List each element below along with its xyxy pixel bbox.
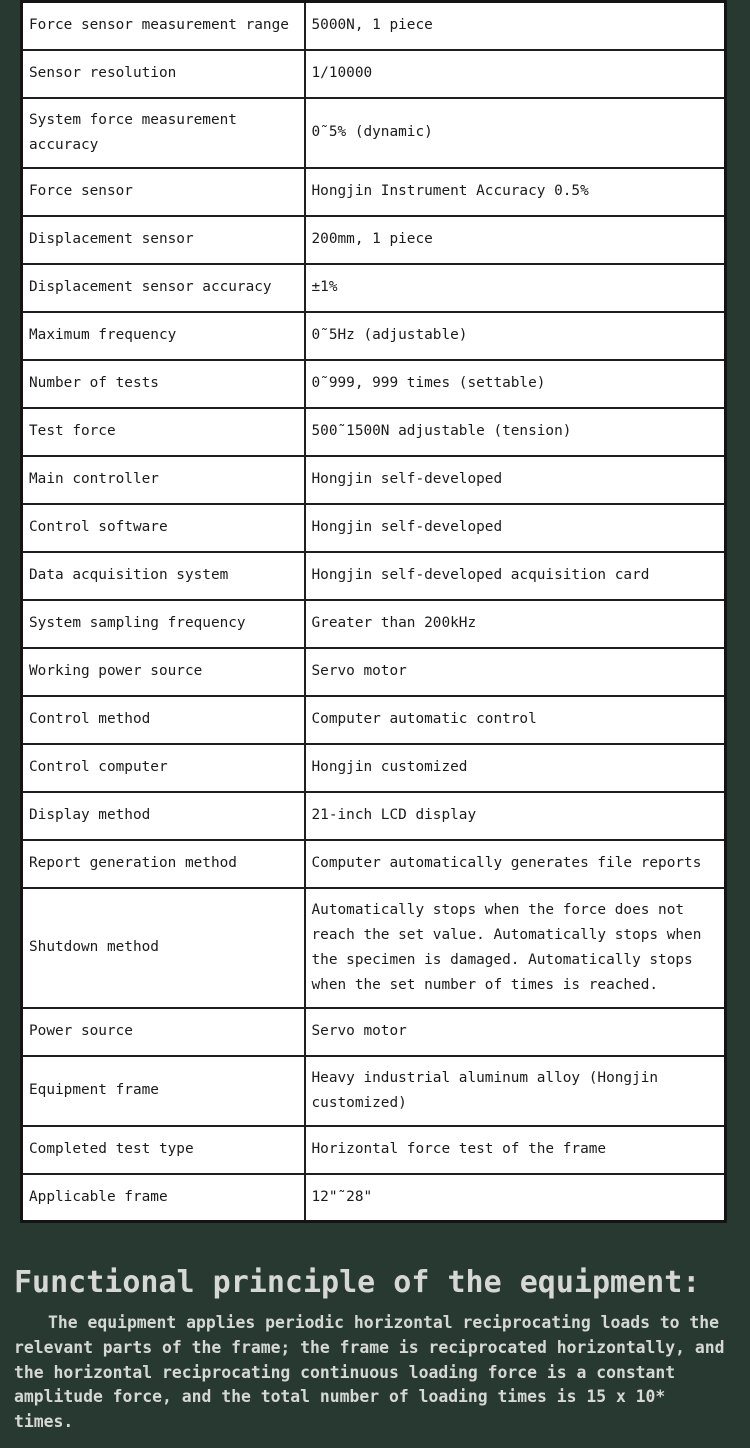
spec-label: Shutdown method [22,888,305,1008]
spec-label: Displacement sensor [22,216,305,264]
spec-label: Force sensor [22,168,305,216]
spec-value: Automatically stops when the force does not reach the set value. Automatically stops when the specimen is damaged. Automatically stops when the set number of times is reached. [305,888,726,1008]
spec-label: Control software [22,504,305,552]
spec-value: ±1% [305,264,726,312]
spec-value: 0˜999, 999 times (settable) [305,360,726,408]
table-row [22,648,726,696]
table-row [22,1056,726,1126]
spec-label: Completed test type [22,1126,305,1174]
spec-label: Applicable frame [22,1174,305,1222]
spec-label: Control method [22,696,305,744]
spec-value: Hongjin self-developed [305,456,726,504]
table-row [22,552,726,600]
spec-value: Greater than 200kHz [305,600,726,648]
spec-value: Hongjin Instrument Accuracy 0.5% [305,168,726,216]
table-row [22,792,726,840]
spec-value: 21-inch LCD display [305,792,726,840]
spec-value: 0˜5% (dynamic) [305,98,726,168]
spec-label: Main controller [22,456,305,504]
spec-value: 12"˜28" [305,1174,726,1222]
spec-value: Hongjin self-developed acquisition card [305,552,726,600]
table-row [22,168,726,216]
spec-value: Servo motor [305,1008,726,1056]
spec-label: Control computer [22,744,305,792]
spec-label: Display method [22,792,305,840]
table-row [22,456,726,504]
spec-table-body [22,2,726,1222]
table-row [22,744,726,792]
table-row [22,408,726,456]
spec-value: Computer automatic control [305,696,726,744]
section-paragraph: The equipment applies periodic horizontal reciprocating loads to the relevant parts of the frame; the frame is reciprocated horizontally, and the horizontal reciprocating continuous loading force is a constant amplitude force, and the total number of loading times is 15 x 10* times. [14,1313,725,1432]
spec-label: Sensor resolution [22,50,305,98]
table-row [22,360,726,408]
spec-value: Servo motor [305,648,726,696]
spec-label: Data acquisition system [22,552,305,600]
spec-label: Equipment frame [22,1056,305,1126]
spec-label: Force sensor measurement range [22,2,305,50]
section-heading: Functional principle of the equipment: [14,1265,701,1300]
spec-value: Heavy industrial aluminum alloy (Hongjin customized) [305,1056,726,1126]
spec-value: 200mm, 1 piece [305,216,726,264]
table-row [22,98,726,168]
table-row [22,2,726,50]
table-row [22,264,726,312]
table-row [22,600,726,648]
spec-value: Computer automatically generates file reports [305,840,726,888]
spec-label: Test force [22,408,305,456]
spec-label: Maximum frequency [22,312,305,360]
table-row [22,216,726,264]
table-row [22,840,726,888]
table-row [22,888,726,1008]
spec-value: 1/10000 [305,50,726,98]
spec-value: 0˜5Hz (adjustable) [305,312,726,360]
table-row [22,312,726,360]
spec-label: Working power source [22,648,305,696]
spec-value: Hongjin self-developed [305,504,726,552]
spec-label: Report generation method [22,840,305,888]
spec-label: System force measurement accuracy [22,98,305,168]
spec-value: 500˜1500N adjustable (tension) [305,408,726,456]
spec-label: Power source [22,1008,305,1056]
table-row [22,1126,726,1174]
spec-label: System sampling frequency [22,600,305,648]
spec-table [20,0,727,1223]
table-row [22,1008,726,1056]
spec-value: Horizontal force test of the frame [305,1126,726,1174]
table-row [22,50,726,98]
table-row [22,696,726,744]
table-row [22,1174,726,1222]
spec-label: Displacement sensor accuracy [22,264,305,312]
table-row [22,504,726,552]
spec-value: 5000N, 1 piece [305,2,726,50]
spec-value: Hongjin customized [305,744,726,792]
functional-principle-section [14,1265,734,1435]
spec-label: Number of tests [22,360,305,408]
